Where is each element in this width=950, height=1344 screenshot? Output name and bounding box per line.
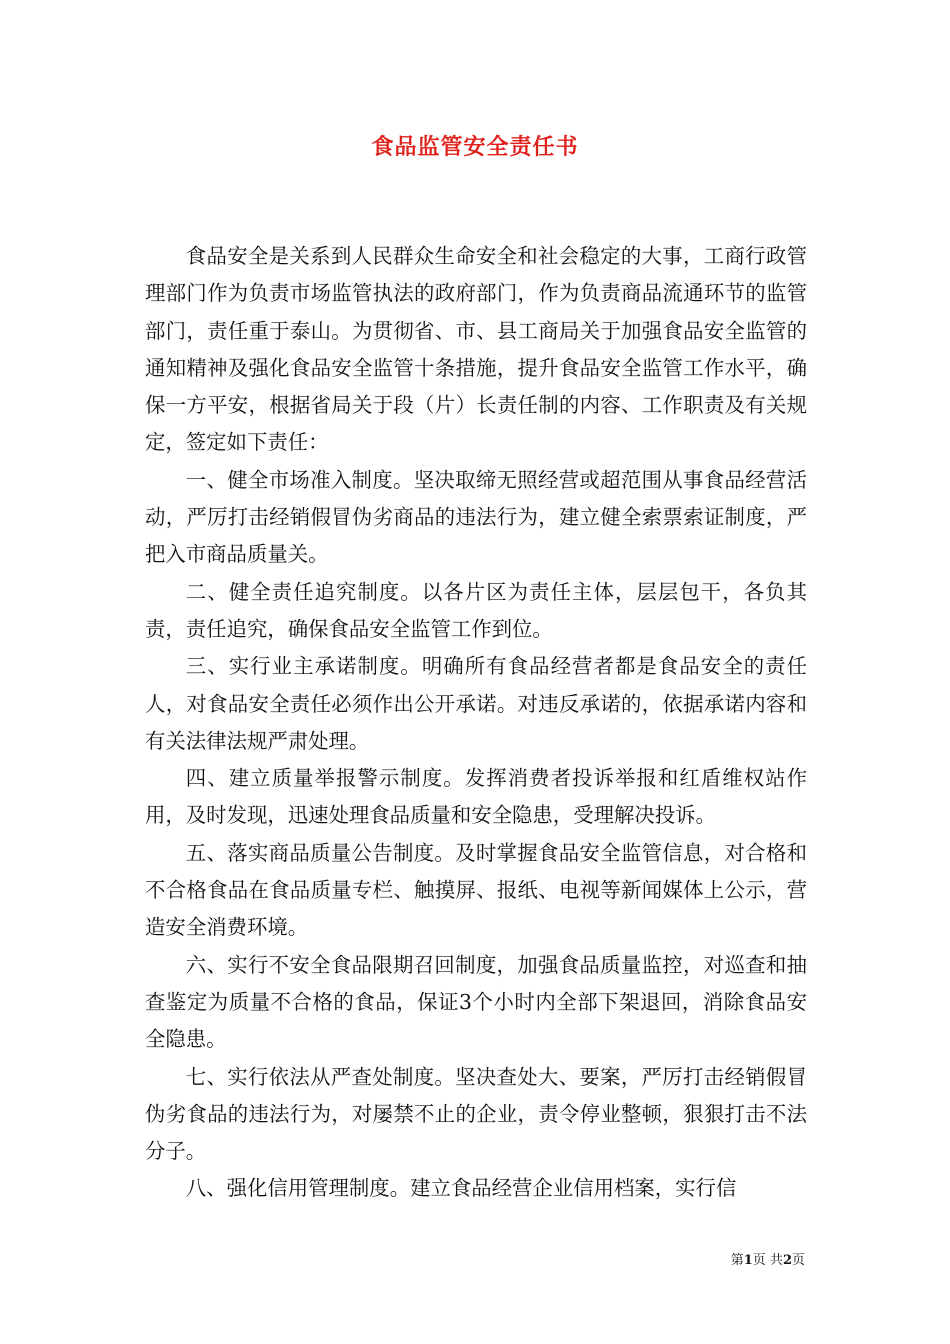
footer-suffix: 页 (791, 1253, 805, 1268)
document-title: 食品监管安全责任书 (371, 134, 579, 160)
paragraph-item-3: 三、实行业主承诺制度。明确所有食品经营者都是食品安全的责任人，对食品安全责任必须作出公开承诺。对违反承诺的，依据承诺内容和有关法律法规严肃处理。 (145, 654, 807, 753)
footer-middle: 页 共 (752, 1253, 783, 1268)
document-body (145, 238, 807, 1208)
paragraph-item-7: 七、实行依法从严查处制度。坚决查处大、要案，严厉打击经销假冒伪劣食品的违法行为，对屡禁不止的企业，责令停业整顿，狠狠打击不法分子。 (145, 1064, 807, 1164)
paragraph-item-1: 一、健全市场准入制度。坚决取缔无照经营或超范围从事食品经营活动，严厉打击经销假冒伪劣商品的违法行为，建立健全索票索证制度，严把入市商品质量关。 (145, 467, 807, 567)
paragraph-item-6: 六、实行不安全食品限期召回制度，加强食品质量监控，对巡查和抽查鉴定为质量不合格的食品，保证3个小时内全部下架退回，消除食品安全隐患。 (145, 952, 807, 1052)
total-pages-number: 2 (782, 1253, 792, 1268)
page-number-footer (731, 1249, 805, 1268)
paragraph-item-8: 八、强化信用管理制度。建立食品经营企业信用档案，实行信 (185, 1176, 737, 1201)
current-page-number: 1 (743, 1253, 753, 1268)
paragraph-item-5: 五、落实商品质量公告制度。及时掌握食品安全监管信息，对合格和不合格食品在食品质量专栏、触摸屏、报纸、电视等新闻媒体上公示，营造安全消费环境。 (145, 840, 807, 940)
paragraph-item-2: 二、健全责任追究制度。以各片区为责任主体，层层包干，各负其责，责任追究，确保食品安全监管工作到位。 (145, 579, 807, 641)
paragraph-intro: 食品安全是关系到人民群众生命安全和社会稳定的大事，工商行政管理部门作为负责市场监管执法的政府部门，作为负责商品流通环节的监管部门，责任重于泰山。为贯彻省、市、县工商局关于加强食品安全监管的通知精神及强化食品安全监管十条措施，提升食品安全监管工作水平，确保一方平安，根据省局关于段（片）长责任制的内容、工作职责及有关规定，签定如下责任： (145, 244, 807, 455)
footer-prefix: 第 (730, 1253, 744, 1268)
paragraph-item-4: 四、建立质量举报警示制度。发挥消费者投诉举报和红盾维权站作用，及时发现，迅速处理食品质量和安全隐患，受理解决投诉。 (145, 766, 807, 828)
